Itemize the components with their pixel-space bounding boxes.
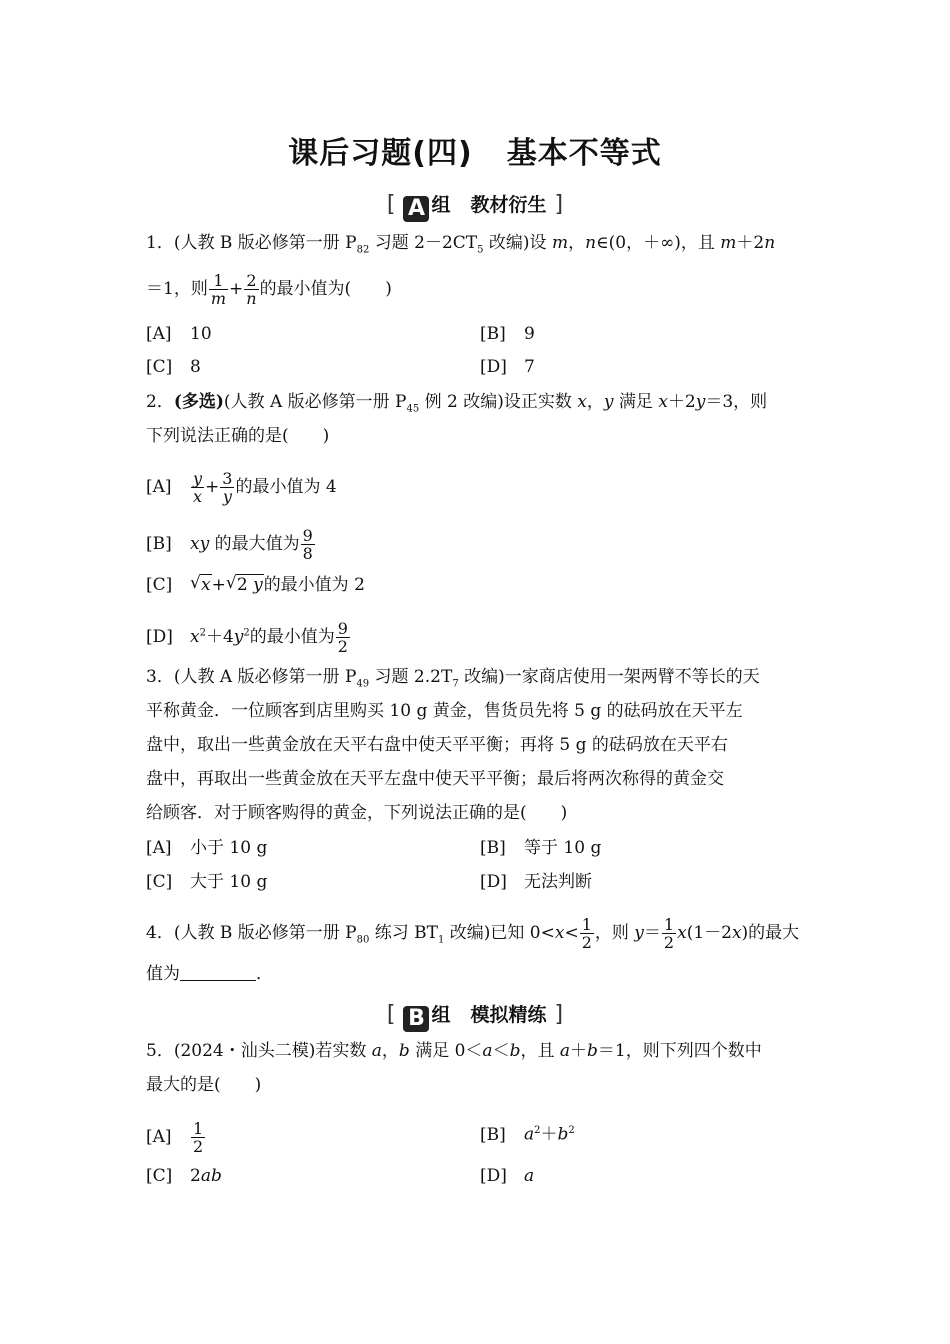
question-5-line-2: 最大的是( ): [146, 1075, 262, 1095]
fraction: $\frac{2}{n}$: [246, 271, 257, 308]
q1-option-b[interactable]: [B] 9: [480, 324, 535, 344]
question-3-line-1: 3．(人教 A 版必修第一册 $P_{49}$ 习题 $2.2T_7$ 改编)一家商店使用一架两臂不等长的天: [146, 667, 760, 690]
q5-option-d[interactable]: [D] a: [480, 1166, 535, 1186]
question-3-line-5: 给顾客．对于顾客购得的黄金，下列说法正确的是( ): [146, 803, 568, 823]
q2-option-c[interactable]: [C] √ x+ √ 2 y的最小值为 2: [146, 573, 365, 595]
question-2-line-1: 2．(多选)(人教 A 版必修第一册 $P_{45}$ 例 2 改编)设正实数 x，y 满足 x＋2y＝3，则: [146, 392, 768, 415]
q1-option-c[interactable]: [C] 8: [146, 357, 201, 377]
question-4-line-2: 值为 ．: [146, 964, 273, 984]
group-a-header: [ A 组 教材衍生 ]: [386, 192, 564, 221]
q2-option-d[interactable]: [D] $x^2+4y^2$的最小值为 $\frac{9}{2}$: [146, 619, 348, 656]
sqrt-symbol: √ 2 y: [225, 573, 263, 595]
group-a-name: 教材衍生: [470, 194, 547, 216]
page-title: [0, 128, 950, 172]
q3-option-c[interactable]: [C] 大于 10 g: [146, 872, 268, 892]
q5-option-c[interactable]: [C] 2ab: [146, 1166, 222, 1186]
answer-blank[interactable]: [180, 964, 256, 981]
question-1-line-1: 1．(人教 B 版必修第一册 $P_{82}$ 习题 $2-2CT_5$ 改编)设 m，n∈(0，＋∞)，且 m＋2n: [146, 233, 776, 256]
question-1-line-2: ＝1，则 $\frac{1}{m}$ + $\frac{2}{n}$ 的最小值为( ): [146, 271, 392, 308]
group-b-badge: B: [403, 1006, 429, 1032]
q3-option-b[interactable]: [B] 等于 10 g: [480, 838, 602, 858]
question-3-line-2: 平称黄金．一位顾客到店里购买 10 g 黄金，售货员先将 5 g 的砝码放在天平左: [146, 701, 743, 721]
q3-option-d[interactable]: [D] 无法判断: [480, 872, 592, 892]
question-5-line-1: 5．(2024・汕头二模)若实数 a，b 满足 0＜a＜b，且 a＋b＝1，则下列四个数中: [146, 1041, 762, 1061]
fraction: $\frac{1}{m}$: [210, 271, 226, 308]
group-b-name: 模拟精练: [470, 1004, 547, 1026]
question-3-line-4: 盘中，再取出一些黄金放在天平左盘中使天平平衡；最后将两次称得的黄金交: [146, 769, 724, 789]
question-2-line-2: 下列说法正确的是( ): [146, 426, 330, 446]
group-b-header: [ B 组 模拟精练 ]: [386, 1002, 564, 1031]
question-3-line-3: 盘中，取出一些黄金放在天平右盘中使天平平衡；再将 5 g 的砝码放在天平右: [146, 735, 728, 755]
title-part2: 基本不等式: [506, 136, 662, 171]
q2-option-b[interactable]: [B] xy 的最大值为 $\frac{9}{8}$: [146, 526, 313, 563]
q1-option-d[interactable]: [D] 7: [480, 357, 535, 377]
sqrt-symbol: √ x: [190, 573, 211, 595]
q1-option-a[interactable]: [A] 10: [146, 324, 212, 344]
q5-option-b[interactable]: [B] $a^2+b^2$: [480, 1124, 575, 1145]
q2-option-a[interactable]: [A] $\frac{y}{x}$ + $\frac{3}{y}$ 的最小值为 4: [146, 469, 337, 506]
q3-option-a[interactable]: [A] 小于 10 g: [146, 838, 268, 858]
q5-option-a[interactable]: [A] $\frac{1}{2}$: [146, 1119, 204, 1156]
title-part1: 课后习题(四): [288, 136, 473, 171]
question-4-line-1: 4．(人教 B 版必修第一册 $P_{80}$ 练习 $BT_1$ 改编)已知 0<x< $\frac{1}{2}$ ，则 y＝ $\frac{1}{2}$ x(1－2x)的最大: [146, 915, 800, 952]
group-a-badge: A: [403, 196, 429, 222]
